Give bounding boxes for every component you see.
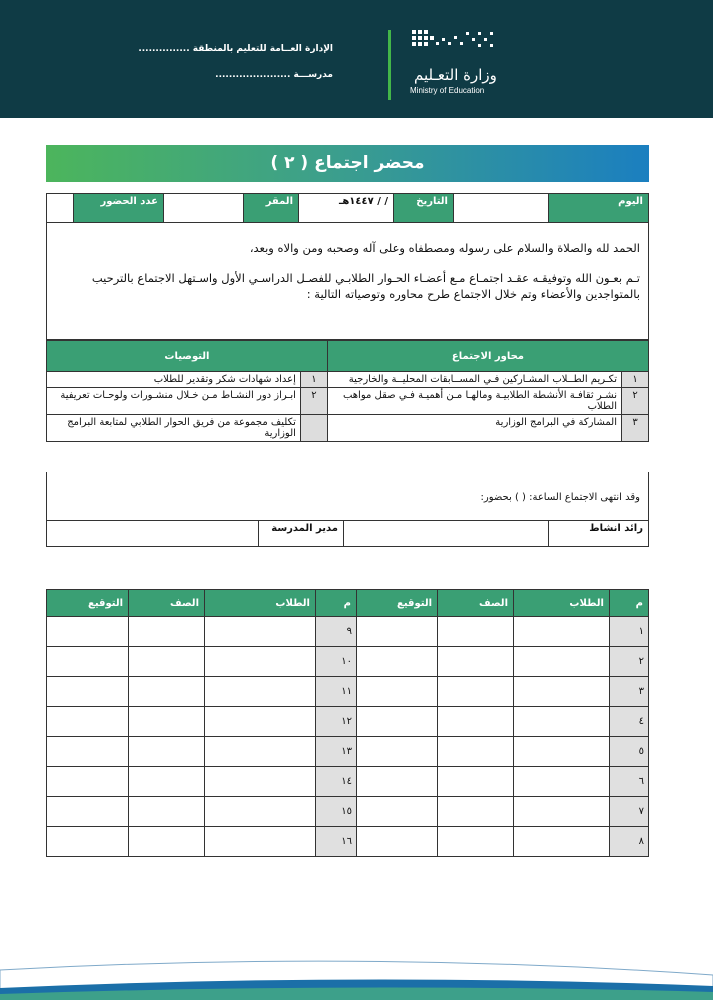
signature-cell[interactable]: [357, 737, 438, 767]
rec-number: [300, 415, 327, 442]
signature-cell[interactable]: [357, 797, 438, 827]
recommendations-header: التوصيات: [47, 341, 328, 372]
signature-row: [46, 521, 649, 547]
topic-number: ٢: [622, 388, 649, 415]
signature-cell[interactable]: [357, 677, 438, 707]
col-class: الصف: [438, 590, 514, 617]
row-number: ٩: [316, 617, 357, 647]
footer-wave-decoration: [0, 950, 713, 1000]
class-cell[interactable]: [438, 767, 514, 797]
table-row: [47, 797, 649, 827]
col-students: الطلاب: [205, 590, 316, 617]
intro-section: [46, 223, 649, 340]
agenda-table: [46, 340, 649, 442]
signature-cell[interactable]: [47, 737, 129, 767]
class-cell[interactable]: [129, 677, 205, 707]
signature-cell[interactable]: [47, 767, 129, 797]
class-cell[interactable]: [438, 797, 514, 827]
class-cell[interactable]: [438, 647, 514, 677]
topic-number: ٣: [622, 415, 649, 442]
student-cell[interactable]: [514, 677, 610, 707]
student-cell[interactable]: [205, 617, 316, 647]
class-cell[interactable]: [438, 827, 514, 857]
student-cell[interactable]: [205, 827, 316, 857]
student-cell[interactable]: [514, 617, 610, 647]
row-number: ٥: [610, 737, 649, 767]
row-number: ١٦: [316, 827, 357, 857]
row-number: ٨: [610, 827, 649, 857]
topic-number: ١: [622, 372, 649, 388]
row-number: ١٢: [316, 707, 357, 737]
closing-section: [46, 472, 649, 521]
student-cell[interactable]: [514, 797, 610, 827]
col-signature: التوقيع: [357, 590, 438, 617]
class-cell[interactable]: [129, 767, 205, 797]
activity-leader-label: رائد انشاط: [548, 521, 648, 546]
ministry-name-ar: وزارة التعـليم: [414, 66, 497, 84]
date-field[interactable]: / / ١٤٤٧هـ: [298, 194, 393, 222]
row-number: ١: [610, 617, 649, 647]
row-number: ٣: [610, 677, 649, 707]
class-cell[interactable]: [438, 737, 514, 767]
attendance-header-row: [47, 590, 649, 617]
student-cell[interactable]: [514, 737, 610, 767]
row-number: ١٠: [316, 647, 357, 677]
student-cell[interactable]: [205, 707, 316, 737]
page-title: محضر اجتماع ( ٢ ): [46, 145, 649, 182]
row-number: ٧: [610, 797, 649, 827]
table-row: [47, 647, 649, 677]
table-row: [47, 415, 649, 442]
student-cell[interactable]: [205, 797, 316, 827]
ministry-logo: [400, 28, 510, 98]
rec-number: ٢: [300, 388, 327, 415]
student-cell[interactable]: [514, 767, 610, 797]
attendance-count-field[interactable]: [47, 194, 73, 222]
class-cell[interactable]: [438, 677, 514, 707]
table-row: [47, 372, 649, 388]
rec-text: تكليف مجموعة من فريق الحوار الطلابي لمتابعة البرامج الوزارية: [47, 415, 301, 442]
col-index: م: [316, 590, 357, 617]
signature-cell[interactable]: [357, 647, 438, 677]
student-cell[interactable]: [205, 647, 316, 677]
signature-cell[interactable]: [357, 767, 438, 797]
topics-header: محاور الاجتماع: [327, 341, 648, 372]
student-cell[interactable]: [514, 647, 610, 677]
attendance-table: [46, 589, 649, 857]
class-cell[interactable]: [129, 617, 205, 647]
row-number: ١٣: [316, 737, 357, 767]
col-signature: التوقيع: [47, 590, 129, 617]
day-field[interactable]: [453, 194, 548, 222]
class-cell[interactable]: [129, 707, 205, 737]
logo-dots-icon: [410, 28, 500, 54]
date-label: التاريخ: [393, 194, 453, 222]
row-number: ٤: [610, 707, 649, 737]
ministry-name-en: Ministry of Education: [410, 86, 485, 95]
student-cell[interactable]: [205, 737, 316, 767]
class-cell[interactable]: [129, 827, 205, 857]
topic-text: تكـريم الطــلاب المشـاركين فـي المســابقات المحليــة والخارجية: [327, 372, 621, 388]
signature-cell[interactable]: [47, 647, 129, 677]
day-label: اليوم: [548, 194, 648, 222]
table-row: [47, 827, 649, 857]
closing-text: وقد انتهى الاجتماع الساعة: ( ) بحضور:: [480, 492, 640, 503]
topic-text: نشـر ثقافـة الأنشطة الطلابيـة ومالهـا مـن أهميـة فـي صقل مواهب الطلاب: [327, 388, 621, 415]
student-cell[interactable]: [514, 827, 610, 857]
row-number: ٦: [610, 767, 649, 797]
signature-cell[interactable]: [357, 707, 438, 737]
school-line: مدرســـة ......................: [215, 70, 333, 80]
row-number: ١٤: [316, 767, 357, 797]
row-number: ١٥: [316, 797, 357, 827]
signature-cell[interactable]: [357, 827, 438, 857]
admin-line: الإدارة العــامة للتعليم بالمنطقة ...............: [138, 44, 333, 54]
page-header: [0, 0, 713, 118]
table-row: [47, 617, 649, 647]
class-cell[interactable]: [438, 617, 514, 647]
intro-paragraph: تـم بعـون الله وتوفيقـه عقـد اجتمـاع مـع أعضـاء الحـوار الطلابـي للفصـل الدراسـي الأول واسـتهل الاجتماع بالترحيب بالمتواجدين والأعضاء وتم خلال الاجتماع طرح محاوره وتوصياته التالية :: [91, 271, 640, 301]
class-cell[interactable]: [129, 737, 205, 767]
attendance-count-label: عدد الحضور: [73, 194, 163, 222]
place-label: المقر: [243, 194, 298, 222]
student-cell[interactable]: [514, 707, 610, 737]
table-row: [47, 707, 649, 737]
table-row: [47, 767, 649, 797]
col-students: الطلاب: [514, 590, 610, 617]
col-class: الصف: [129, 590, 205, 617]
signature-cell[interactable]: [47, 707, 129, 737]
col-index: م: [610, 590, 649, 617]
signature-cell[interactable]: [47, 617, 129, 647]
class-cell[interactable]: [129, 797, 205, 827]
row-number: ٢: [610, 647, 649, 677]
topic-text: المشاركة في البرامج الوزارية: [327, 415, 621, 442]
place-field[interactable]: [163, 194, 243, 222]
rec-number: ١: [300, 372, 327, 388]
class-cell[interactable]: [129, 647, 205, 677]
signature-cell[interactable]: [47, 677, 129, 707]
signature-cell[interactable]: [357, 617, 438, 647]
row-number: ١١: [316, 677, 357, 707]
table-row: [47, 677, 649, 707]
rec-text: ابـراز دور النشـاط مـن خـلال منشـورات ولوحـات تعريفية: [47, 388, 301, 415]
table-row: [47, 737, 649, 767]
signature-cell[interactable]: [47, 827, 129, 857]
rec-text: إعداد شهادات شكر وتقدير للطلاب: [47, 372, 301, 388]
meeting-info-row: [46, 193, 649, 223]
table-row: [47, 388, 649, 415]
student-cell[interactable]: [205, 767, 316, 797]
principal-label: مدير المدرسة: [258, 521, 343, 546]
student-cell[interactable]: [205, 677, 316, 707]
logo-divider: [388, 30, 391, 100]
greeting-text: الحمد لله والصلاة والسلام على رسوله ومصطفاه وعلى آله وصحبه ومن والاه وبعد،: [249, 241, 640, 255]
signature-cell[interactable]: [47, 797, 129, 827]
principal-field[interactable]: [47, 521, 258, 546]
activity-leader-field[interactable]: [343, 521, 548, 546]
class-cell[interactable]: [438, 707, 514, 737]
